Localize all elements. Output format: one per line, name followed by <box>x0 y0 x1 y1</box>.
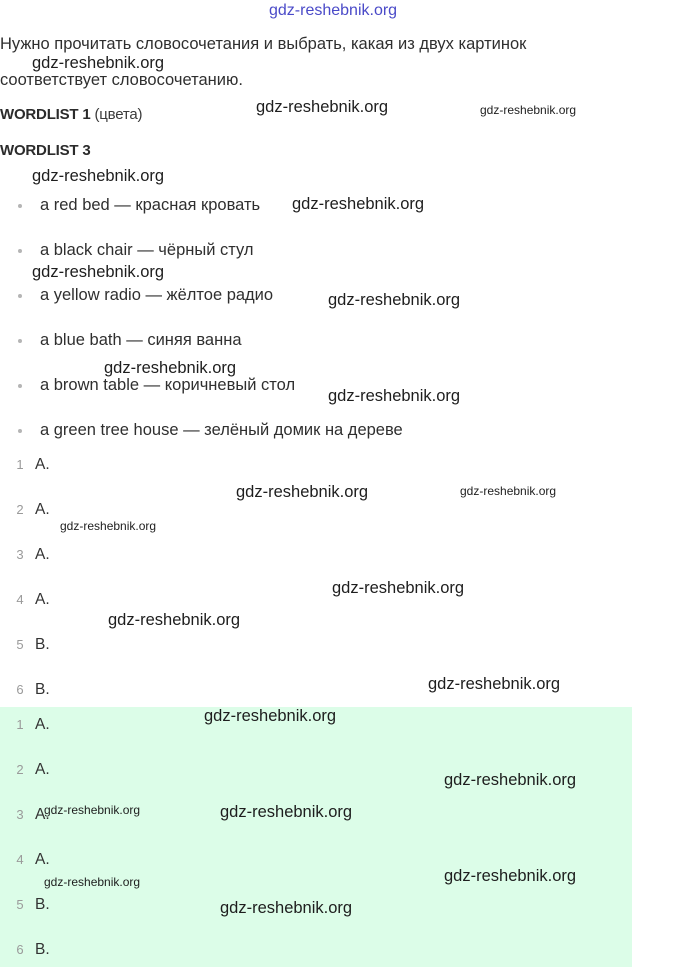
watermark: gdz-reshebnik.org <box>269 2 398 19</box>
answer-number: 4 <box>16 592 24 607</box>
wordlist-3-heading: WORDLIST 3 <box>0 142 91 159</box>
bullet-dot <box>18 429 22 433</box>
answer-row <box>0 761 680 781</box>
answer-number: 3 <box>16 547 24 562</box>
watermark: gdz-reshebnik.org <box>104 359 237 377</box>
answer-text: A. <box>35 716 50 733</box>
answer-row <box>0 681 680 701</box>
wordlist-1-title: WORDLIST 1 <box>0 106 91 123</box>
answer-row <box>0 636 680 656</box>
answer-text: A. <box>35 591 50 608</box>
watermark: gdz-reshebnik.org <box>108 611 241 629</box>
answer-text: A. <box>35 546 50 563</box>
answer-number: 1 <box>16 457 24 472</box>
watermark: gdz-reshebnik.org <box>220 899 353 917</box>
answer-number: 2 <box>16 762 24 777</box>
phrase-text: a green tree house — зелёный домик на дереве <box>40 421 403 439</box>
watermark: gdz-reshebnik.org <box>332 579 465 597</box>
bullet-dot <box>18 204 22 208</box>
watermark: gdz-reshebnik.org <box>256 98 389 116</box>
bullet-dot <box>18 294 22 298</box>
highlighted-answers-block <box>0 707 632 967</box>
answer-number: 3 <box>16 807 24 822</box>
answer-text: B. <box>35 636 50 653</box>
watermark: gdz-reshebnik.org <box>32 167 165 185</box>
answer-text: B. <box>35 941 50 958</box>
phrase-text: a brown table — коричневый стол <box>40 376 296 394</box>
answer-text: A. <box>35 761 50 778</box>
list-item <box>0 421 680 441</box>
answer-number: 4 <box>16 852 24 867</box>
watermark: gdz-reshebnik.org <box>480 103 577 117</box>
answer-row <box>0 716 680 736</box>
answer-row <box>0 941 680 961</box>
phrase-text: a blue bath — синяя ванна <box>40 331 242 349</box>
answer-number: 1 <box>16 717 24 732</box>
answer-row <box>0 501 680 521</box>
answer-text: B. <box>35 681 50 698</box>
watermark: gdz-reshebnik.org <box>428 675 561 693</box>
bullet-dot <box>18 249 22 253</box>
wordlist-1-note: (цвета) <box>94 106 143 123</box>
answer-text: A. <box>35 501 50 518</box>
watermark: gdz-reshebnik.org <box>236 483 369 501</box>
wordlist-1-heading <box>0 106 142 123</box>
answer-text: B. <box>35 896 50 913</box>
watermark: gdz-reshebnik.org <box>328 387 461 405</box>
watermark: gdz-reshebnik.org <box>32 54 165 72</box>
instruction-line-1: Нужно прочитать словосочетания и выбрать, какая из двух картинок <box>0 35 527 53</box>
instruction-line-2: соответствует словосочетанию. <box>0 71 243 89</box>
answer-number: 5 <box>16 637 24 652</box>
bullet-dot <box>18 339 22 343</box>
phrase-text: a black chair — чёрный стул <box>40 241 254 259</box>
answer-row <box>0 546 680 566</box>
bullet-dot <box>18 384 22 388</box>
answer-number: 6 <box>16 942 24 957</box>
watermark: gdz-reshebnik.org <box>444 867 577 885</box>
watermark: gdz-reshebnik.org <box>220 803 353 821</box>
answer-text: A. <box>35 456 50 473</box>
watermark: gdz-reshebnik.org <box>60 519 157 533</box>
watermark: gdz-reshebnik.org <box>32 263 165 281</box>
answer-row <box>0 456 680 476</box>
watermark: gdz-reshebnik.org <box>204 707 337 725</box>
answer-text: A. <box>35 806 50 823</box>
watermark: gdz-reshebnik.org <box>44 803 141 817</box>
answer-number: 6 <box>16 682 24 697</box>
watermark: gdz-reshebnik.org <box>292 195 425 213</box>
phrase-text: a red bed — красная кровать <box>40 196 261 214</box>
phrase-text: a yellow radio — жёлтое радио <box>40 286 274 304</box>
answer-number: 5 <box>16 897 24 912</box>
watermark: gdz-reshebnik.org <box>460 484 557 498</box>
watermark: gdz-reshebnik.org <box>444 771 577 789</box>
watermark: gdz-reshebnik.org <box>44 875 141 889</box>
answer-text: A. <box>35 851 50 868</box>
answer-number: 2 <box>16 502 24 517</box>
list-item <box>0 331 680 351</box>
watermark: gdz-reshebnik.org <box>328 291 461 309</box>
list-item <box>0 241 680 261</box>
answer-row <box>0 851 680 871</box>
